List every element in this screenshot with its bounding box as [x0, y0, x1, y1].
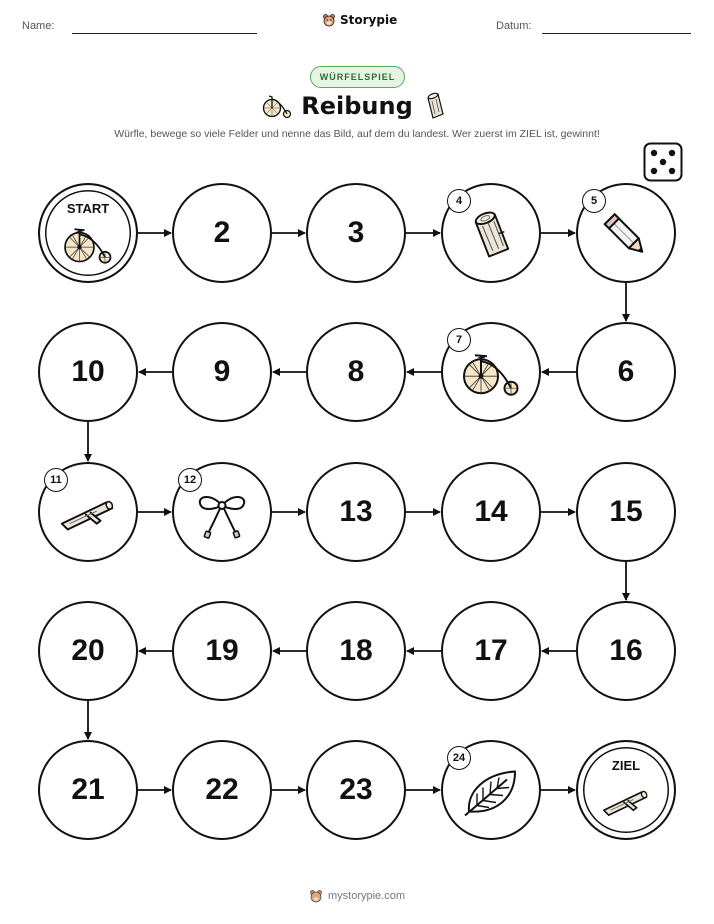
- board-field-6: [576, 322, 676, 422]
- shoelace-bow-icon: [194, 490, 250, 540]
- board-field-11: [38, 462, 138, 562]
- board-field-12: [172, 462, 272, 562]
- field-number: 14: [474, 495, 508, 528]
- date-label: Datum:: [496, 20, 532, 32]
- board-field-5: [576, 183, 676, 283]
- board-field-3: [306, 183, 406, 283]
- page-title: Reibung: [301, 92, 413, 120]
- field-number: 6: [617, 355, 635, 388]
- bicycle-icon: [63, 226, 114, 263]
- board-field-10: [38, 322, 138, 422]
- goal-label: ZIEL: [611, 758, 641, 773]
- field-number: 21: [71, 773, 105, 806]
- field-number: 13: [339, 495, 373, 528]
- field-number: 15: [609, 495, 643, 528]
- field-number-chip: 24: [447, 746, 471, 770]
- footer: [0, 889, 714, 903]
- field-number: 3: [347, 216, 365, 249]
- field-number: 18: [339, 634, 373, 667]
- board-field-2: [172, 183, 272, 283]
- board-field-4: [441, 183, 541, 283]
- bicycle-icon: [461, 352, 521, 396]
- field-number: 23: [339, 773, 373, 806]
- board-field-15: [576, 462, 676, 562]
- board-field-8: [306, 322, 406, 422]
- board-field-18: [306, 601, 406, 701]
- field-number: 16: [609, 634, 643, 667]
- field-number-chip: 12: [178, 468, 202, 492]
- field-number: 22: [205, 773, 239, 806]
- board-field-22: [172, 740, 272, 840]
- board-field-17: [441, 601, 541, 701]
- field-number: 20: [71, 634, 105, 667]
- start-label: START: [66, 201, 110, 216]
- field-number-chip: 5: [582, 189, 606, 213]
- instructions: Würfle, bewege so viele Felder und nenne das Bild, auf dem du landest. Wer zuerst im ZIEL ist, gewinnt!: [114, 128, 600, 140]
- field-number: 10: [71, 355, 105, 388]
- board-field-9: [172, 322, 272, 422]
- board-field-23: [306, 740, 406, 840]
- board-field-7: [441, 322, 541, 422]
- name-label: Name:: [22, 20, 55, 32]
- field-number-chip: 11: [44, 468, 68, 492]
- field-number: 8: [347, 355, 365, 388]
- stick-icon: [58, 494, 118, 534]
- bear-logo-icon: [309, 889, 323, 903]
- board-field-20: [38, 601, 138, 701]
- board-field-21: [38, 740, 138, 840]
- footer-url: mystorypie.com: [327, 890, 406, 902]
- wood-log-icon: [470, 211, 512, 261]
- brand-name: Storypie: [340, 13, 398, 27]
- pencil-icon: [601, 211, 651, 261]
- goal-field: [576, 740, 676, 840]
- board-field-24: [441, 740, 541, 840]
- field-number: 2: [213, 216, 231, 249]
- field-number-chip: 7: [447, 328, 471, 352]
- board-field-13: [306, 462, 406, 562]
- field-number: 19: [205, 634, 239, 667]
- board-field-14: [441, 462, 541, 562]
- start-field: [38, 183, 138, 283]
- field-number: 9: [213, 355, 231, 388]
- board-field-19: [172, 601, 272, 701]
- field-number: 17: [474, 634, 508, 667]
- board-field-16: [576, 601, 676, 701]
- game-type-badge: WÜRFELSPIEL: [310, 66, 405, 88]
- leaf-icon: [463, 768, 519, 818]
- field-number-chip: 4: [447, 189, 471, 213]
- stick-icon: [601, 785, 652, 819]
